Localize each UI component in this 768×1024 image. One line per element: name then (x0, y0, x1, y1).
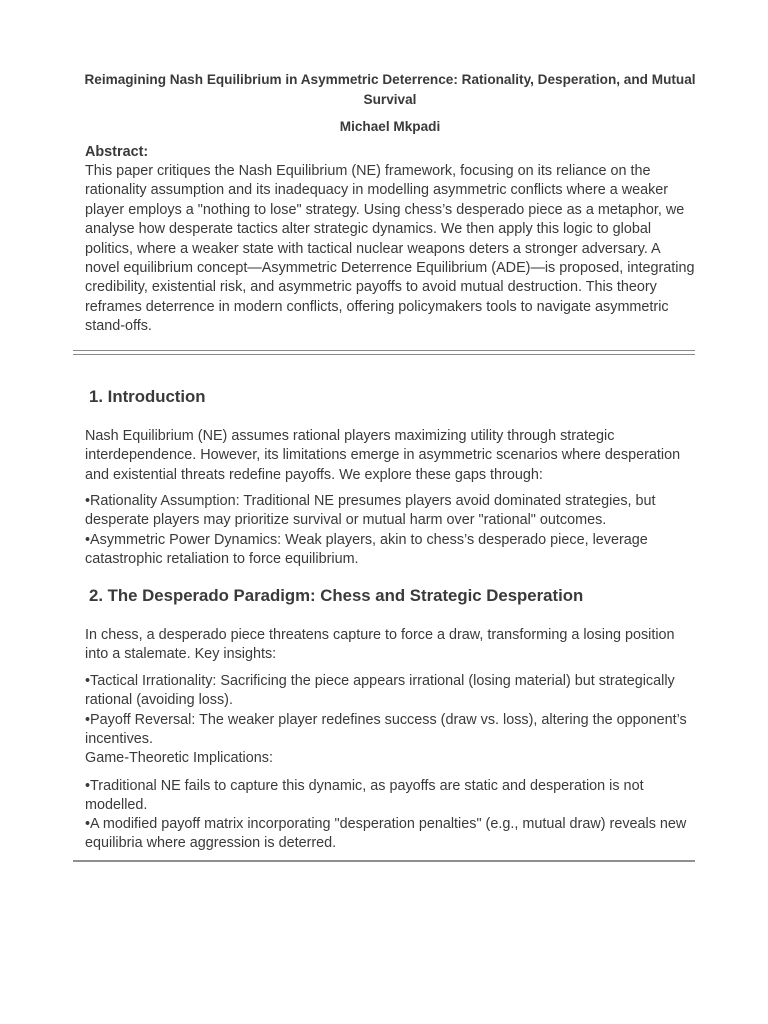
paper-title: Reimagining Nash Equilibrium in Asymmetric Deterrence: Rationality, Desperation, and Mutual Survival (84, 72, 696, 107)
section-divider (73, 860, 695, 862)
author-name: Michael Mkpadi (339, 119, 441, 134)
bullet-rationality-assumption: •Rationality Assumption: Traditional NE presumes players avoid dominated strategies, but desperate players may prioritize survival or mutual harm over "rational" outcomes. (85, 493, 656, 529)
introduction-paragraph: Nash Equilibrium (NE) assumes rational players maximizing utility through strategic interdependence. However, its limitations emerge in asymmetric scenarios where desperation and existential threats redefine payoffs. We explore these gaps through: (85, 428, 681, 483)
game-theoretic-subheading: Game-Theoretic Implications: (85, 750, 273, 766)
section-heading-introduction: 1. Introduction (89, 387, 206, 406)
bullet-modified-payoff: •A modified payoff matrix incorporating "desperation penalties" (e.g., mutual draw) reveals new equilibria where aggression is deterred. (85, 816, 687, 852)
bullet-payoff-reversal: •Payoff Reversal: The weaker player redefines success (draw vs. loss), altering the opponent’s incentives. (85, 712, 687, 748)
section-divider-double (73, 350, 695, 355)
bullet-traditional-ne: •Traditional NE fails to capture this dynamic, as payoffs are static and desperation is not modelled. (85, 778, 644, 814)
abstract-text: This paper critiques the Nash Equilibrium (NE) framework, focusing on its reliance on the rationality assumption and its inadequacy in modelling asymmetric conflicts where a weaker player employs a "nothing to lose" strategy. Using chess’s desperado piece as a metaphor, we analyse how desperate tactics alter strategic dynamics. We then apply this logic to global politics, where a weaker state with tactical nuclear weapons deters a stronger adversary. A novel equilibrium concept—Asymmetric Deterrence Equilibrium (ADE)—is proposed, integrating credibility, existential risk, and asymmetric payoffs to avoid mutual destruction. This theory reframes deterrence in modern conflicts, offering policymakers tools to navigate asymmetric stand-offs. (85, 163, 695, 335)
bullet-asymmetric-power: •Asymmetric Power Dynamics: Weak players, akin to chess’s desperado piece, leverage catastrophic retaliation to force equilibrium. (85, 532, 648, 568)
section-heading-desperado: 2. The Desperado Paradigm: Chess and Strategic Desperation (89, 586, 584, 605)
abstract-label: Abstract: (85, 144, 149, 160)
bullet-tactical-irrationality: •Tactical Irrationality: Sacrificing the piece appears irrational (losing material) but strategically rational (avoiding loss). (85, 673, 675, 709)
desperado-paragraph: In chess, a desperado piece threatens capture to force a draw, transforming a losing position into a stalemate. Key insights: (85, 627, 675, 663)
